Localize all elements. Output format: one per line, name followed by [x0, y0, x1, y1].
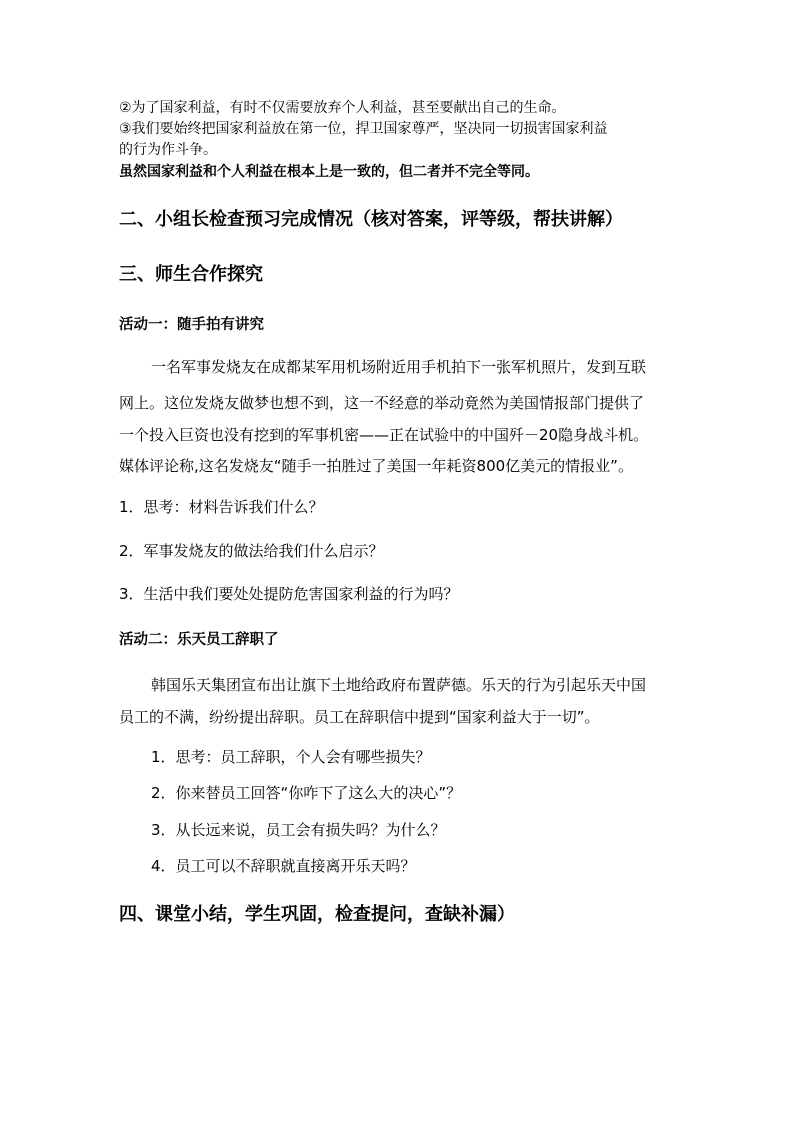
- activity-1-question-2: 2．军事发烧友的做法给我们什么启示？: [119, 542, 384, 560]
- section-2-heading: 二、小组长检查预习完成情况（核对答案，评等级，帮扶讲解）: [119, 209, 623, 230]
- intro-point-2: ②为了国家利益，有时不仅需要放弃个人利益，甚至要献出自己的生命。: [119, 100, 566, 116]
- activity-2-question-2: 2．你来替员工回答“你咋下了这么大的决心”？: [151, 784, 462, 802]
- section-3-heading: 三、师生合作探究: [119, 264, 263, 285]
- activity-1-question-1: 1．思考：材料告诉我们什么？: [119, 498, 324, 516]
- activity-1-question-3: 3．生活中我们要处处提防危害国家利益的行为吗？: [119, 585, 459, 603]
- activity-2-title: 活动二：乐天员工辞职了: [119, 632, 279, 648]
- activity-2-question-1: 1．思考：员工辞职，个人会有哪些损失？: [151, 748, 431, 766]
- activity-2-paragraph-line-1: 韩国乐天集团宣布出让旗下土地给政府布置萨德。乐天的行为引起乐天中国: [151, 676, 647, 694]
- activity-2-question-3: 3．从长远来说，员工会有损失吗？为什么？: [151, 821, 446, 839]
- activity-1-title: 活动一：随手拍有讲究: [119, 317, 264, 333]
- activity-1-paragraph-line-3: 一个投入巨资也没有挖到的军事机密——正在试验中的中国歼－20隐身战斗机。: [119, 426, 649, 444]
- activity-1-paragraph-line-2: 网上。这位发烧友做梦也想不到，这一不经意的举动竟然为美国情报部门提供了: [119, 394, 645, 412]
- section-4-heading: 四、课堂小结，学生巩固，检查提问，查缺补漏）: [119, 904, 515, 925]
- intro-summary: 虽然国家利益和个人利益在根本上是一致的，但二者并不完全等同。: [119, 164, 539, 180]
- activity-1-paragraph-line-4: 媒体评论称,这名发烧友“随手一拍胜过了美国一年耗资800亿美元的情报业”。: [119, 457, 633, 475]
- activity-1-paragraph-line-1: 一名军事发烧友在成都某军用机场附近用手机拍下一张军机照片，发到互联: [151, 358, 647, 376]
- activity-2-paragraph-line-2: 员工的不满，纷纷提出辞职。员工在辞职信中提到“国家利益大于一切”。: [119, 708, 600, 726]
- activity-2-question-4: 4．员工可以不辞职就直接离开乐天吗？: [151, 857, 416, 875]
- intro-point-3-line-2: 的行为作斗争。: [119, 142, 217, 158]
- intro-point-3-line-1: ③我们要始终把国家利益放在第一位，捍卫国家尊严，坚决同一切损害国家利益: [119, 121, 608, 137]
